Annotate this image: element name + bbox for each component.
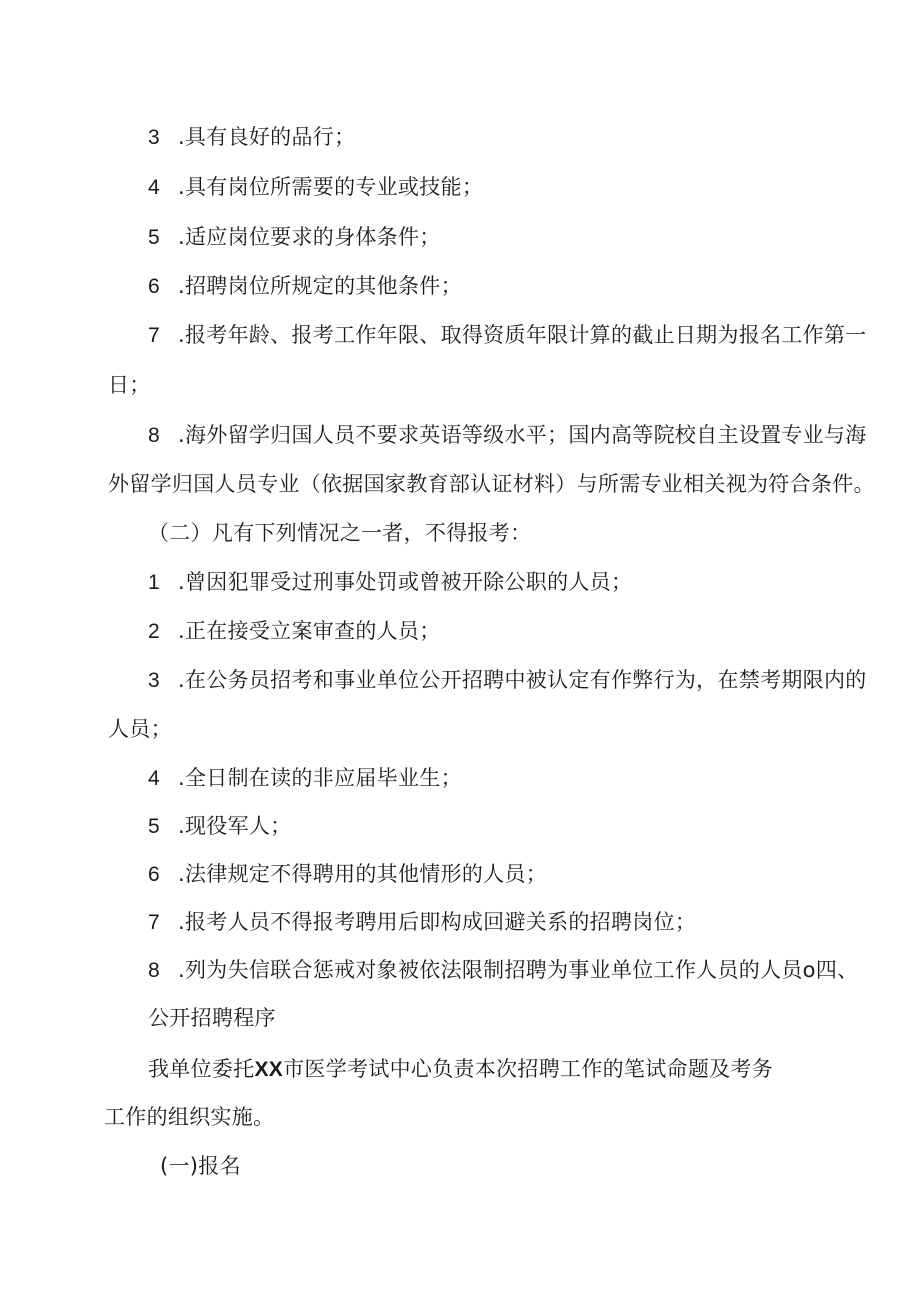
exclusion-item-3: 3 .在公务员招考和事业单位公开招聘中被认定有作弊行为，在禁考期限内的 (148, 668, 867, 692)
qualification-item-7: 7 .报考年龄、报考工作年限、取得资质年限计算的截止日期为报名工作第一 (148, 323, 867, 347)
exclusion-item-5: 5 .现役军人； (148, 814, 292, 838)
qualification-item-3: 3 .具有良好的品行； (148, 125, 356, 149)
qualification-item-8: 8 .海外留学归国人员不要求英语等级水平；国内高等院校自主设置专业与海 (148, 423, 867, 447)
exclusion-item-3-cont: 人员； (108, 717, 172, 741)
qualification-item-7-cont: 日； (108, 373, 151, 397)
exclusion-item-7: 7 .报考人员不得报考聘用后即构成回避关系的招聘岗位； (148, 910, 697, 934)
qualification-item-8-cont: 外留学归国人员专业（依据国家教育部认证材料）与所需专业相关视为符合条件。 (108, 472, 875, 496)
qualification-item-4: 4 .具有岗位所需要的专业或技能； (148, 175, 484, 199)
qualification-item-6: 6 .招聘岗位所规定的其他条件； (148, 274, 462, 298)
section-four-heading: 公开招聘程序 (148, 1006, 276, 1030)
exclusion-item-6: 6 .法律规定不得聘用的其他情形的人员； (148, 862, 548, 886)
procedure-intro-cont: 工作的组织实施。 (104, 1105, 275, 1129)
section-two-heading: （二）凡有下列情况之一者，不得报考： (148, 521, 532, 545)
qualification-item-5: 5 .适应岗位要求的身体条件； (148, 225, 441, 249)
exclusion-item-4: 4 .全日制在读的非应届毕业生； (148, 766, 462, 790)
registration-heading: (一)报名 (160, 1154, 241, 1178)
exclusion-item-2: 2 .正在接受立案审查的人员； (148, 619, 441, 643)
procedure-intro: 我单位委托XX市医学考试中心负责本次招聘工作的笔试命题及考务 (148, 1057, 774, 1081)
exclusion-item-8: 8 .列为失信联合惩戒对象被依法限制招聘为事业单位工作人员的人员o四、 (148, 958, 859, 982)
exclusion-item-1: 1 .曾因犯罪受过刑事处罚或曾被开除公职的人员； (148, 570, 633, 594)
